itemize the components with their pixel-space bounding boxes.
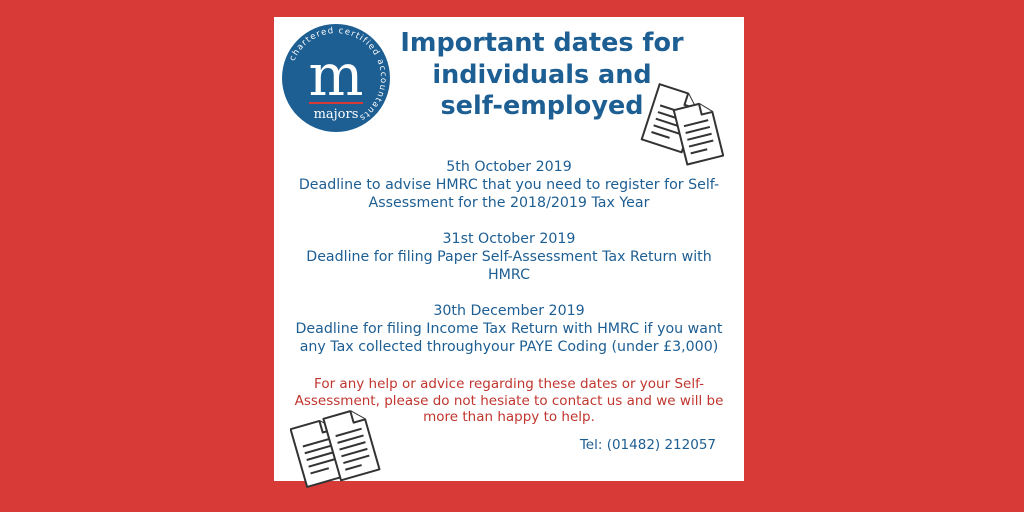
entry-description: Deadline for filing Income Tax Return with HMRC if you want [295,321,723,337]
date-entry [286,302,732,356]
contact-telephone: Tel: (01482) 212057 [579,437,716,453]
logo-name: majors [313,107,359,122]
date-entry [286,158,732,212]
info-card [274,17,744,481]
entry-description: Deadline to advise HMRC that you need to register for Self- [298,177,720,193]
help-line: For any help or advice regarding these dates or your Self- [314,376,704,392]
documents-icon [290,402,382,492]
title-line: individuals and [432,59,652,90]
logo-letter: m [308,41,364,109]
entry-description: Assessment for the 2018/2019 Tax Year [368,195,650,211]
entry-date: 5th October 2019 [446,159,572,175]
entry-description: HMRC [488,267,530,283]
majors-logo [281,23,391,133]
help-line: Assessment, please do not hesiate to contact us and we will be [294,392,724,409]
entry-date: 31st October 2019 [442,231,576,247]
help-line: more than happy to help. [423,409,595,425]
title-line: Important dates for [400,28,684,58]
entry-description: Deadline for filing Paper Self-Assessment Tax Return with [306,249,712,265]
entry-date: 30th December 2019 [433,303,585,319]
entry-description: any Tax collected throughyour PAYE Coding (under £3,000) [299,339,719,355]
documents-icon [640,81,724,167]
title-line: self-employed [440,91,644,121]
date-entry [286,230,732,284]
logo-ring-text: chartered certified accountants [287,25,389,123]
